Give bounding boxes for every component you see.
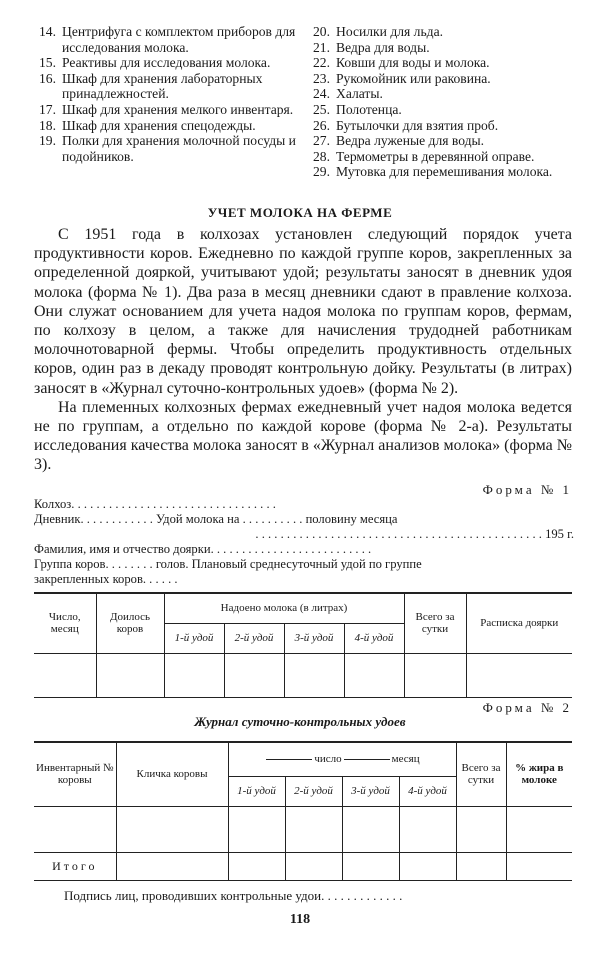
page-number: 118 bbox=[289, 912, 311, 927]
header-date: Число, месяц bbox=[34, 593, 96, 653]
list-item: 21. Ведра для воды. bbox=[313, 39, 430, 55]
paragraph: С 1951 года в колхозах установлен следующий порядок учета продуктивности коров. Ежедневно по каждой группе коров, закрепленных за определенной дояркой, учитывают удой; результаты заносят в дневник удоя молока (форма № 1). Два раза в месяц дневники сдают в правление колхоза. Они служат основанием для учета надоя молока по группам коров, фермам, по колхозу в целом, а также для начисления трудодней работникам молочнотоварной фермы. Чтобы определить продуктивность отдельных коров, один раз в декаду проводят контрольную дойку. Результаты (в литрах) заносят в «Журнал суточно-контрольных удоев» (форма № 2). bbox=[34, 226, 572, 397]
table-row bbox=[34, 653, 572, 697]
header-u2: 2-й удой bbox=[285, 776, 342, 806]
itogo-row bbox=[34, 852, 572, 880]
list-item: 19. Полки для хранения молочной посуды и подойников. bbox=[39, 133, 296, 164]
paragraph: На племенных колхозных фермах ежедневный учет надоя молока ведется не по группам, а отдельно по каждой корове (форма № 2-а). Результаты исследования качества молока заносят в «Журнал анализов молока» (форма № 3). bbox=[34, 398, 572, 474]
list-item: 24. Халаты. bbox=[313, 86, 383, 102]
form2-label: Форма № 2 bbox=[482, 700, 572, 715]
header-u1: 1-й удой bbox=[164, 623, 224, 653]
list-item: 28. Термометры в деревянной оправе. bbox=[313, 148, 535, 164]
header-u4: 4-й удой bbox=[344, 623, 404, 653]
left-list bbox=[34, 24, 300, 180]
header-u3: 3-й удой bbox=[342, 776, 399, 806]
list-item: 25. Полотенца. bbox=[313, 101, 402, 117]
header-date-month: число месяц bbox=[228, 742, 456, 776]
header-cows: Доилось коров bbox=[96, 593, 164, 653]
journal-title: Журнал суточно-контрольных удоев bbox=[194, 714, 406, 729]
right-list bbox=[308, 24, 574, 180]
list-item: 20. Носилки для льда. bbox=[313, 24, 444, 39]
form1-label: Форма № 1 bbox=[482, 482, 572, 497]
equipment-lists bbox=[34, 24, 574, 180]
list-item: 22. Ковши для воды и молока. bbox=[313, 55, 490, 71]
group-line: Группа коров. . . . . . . . голов. Плановый среднесуточный удой по группе bbox=[34, 557, 422, 571]
list-item: 27. Ведра луженые для воды. bbox=[313, 133, 485, 149]
table-row bbox=[34, 806, 572, 852]
list-item: 18. Шкаф для хранения спецодежды. bbox=[39, 117, 256, 133]
header-u3: 3-й удой bbox=[284, 623, 344, 653]
header-inv: Инвентарный № коровы bbox=[34, 742, 116, 806]
section-heading: УЧЕТ МОЛОКА НА ФЕРМЕ bbox=[207, 205, 393, 220]
header-fat: % жира в молоке bbox=[506, 742, 572, 806]
group-line-2: закрепленных коров. . . . . . bbox=[34, 572, 178, 586]
header-total: Всего за сутки bbox=[404, 593, 466, 653]
kolkhoz-line: Колхоз. . . . . . . . . . . . . . . . . . . . . . . . . . . . . . . . . bbox=[34, 497, 276, 511]
dnevnik-line: Дневник. . . . . . . . . . . . Удой молока на . . . . . . . . . . половину месяца bbox=[34, 512, 398, 526]
list-item: 26. Бутылочки для взятия проб. bbox=[313, 117, 499, 133]
list-item: 29. Мутовка для перемешивания молока. bbox=[313, 164, 553, 180]
year-line: . . . . . . . . . . . . . . . . . . . . . . . . . . . . . . . . . . . . . . . . . . . . . . 195 г. bbox=[255, 527, 574, 541]
fio-line: Фамилия, имя и отчество доярки. . . . . . . . . . . . . . . . . . . . . . . . . . bbox=[34, 542, 372, 556]
form1-table bbox=[34, 592, 572, 698]
list-item: 17. Шкаф для хранения мелкого инвентаря. bbox=[39, 101, 294, 117]
list-item: 15. Реактивы для исследования молока. bbox=[39, 55, 271, 71]
header-total: Всего за сутки bbox=[456, 742, 506, 806]
header-name: Кличка коровы bbox=[116, 742, 228, 806]
header-sign: Расписка доярки bbox=[466, 593, 572, 653]
itogo-label: Итого bbox=[34, 852, 116, 880]
form1-fields bbox=[34, 497, 574, 587]
header-u1: 1-й удой bbox=[228, 776, 285, 806]
list-item: 14. Центрифуга с комплектом приборов для исследования молока. bbox=[39, 24, 296, 55]
list-item: 23. Рукомойник или раковина. bbox=[313, 70, 491, 86]
body-text bbox=[34, 225, 572, 475]
form2-table bbox=[34, 741, 572, 881]
header-u4: 4-й удой bbox=[399, 776, 456, 806]
header-u2: 2-й удой bbox=[224, 623, 284, 653]
header-milked: Надоено молока (в литрах) bbox=[164, 593, 404, 623]
signature-line: Подпись лиц, проводивших контрольные удои. . . . . . . . . . . . . bbox=[64, 888, 403, 903]
list-item: 16. Шкаф для хранения лабораторных принадлежностей. bbox=[39, 70, 263, 102]
